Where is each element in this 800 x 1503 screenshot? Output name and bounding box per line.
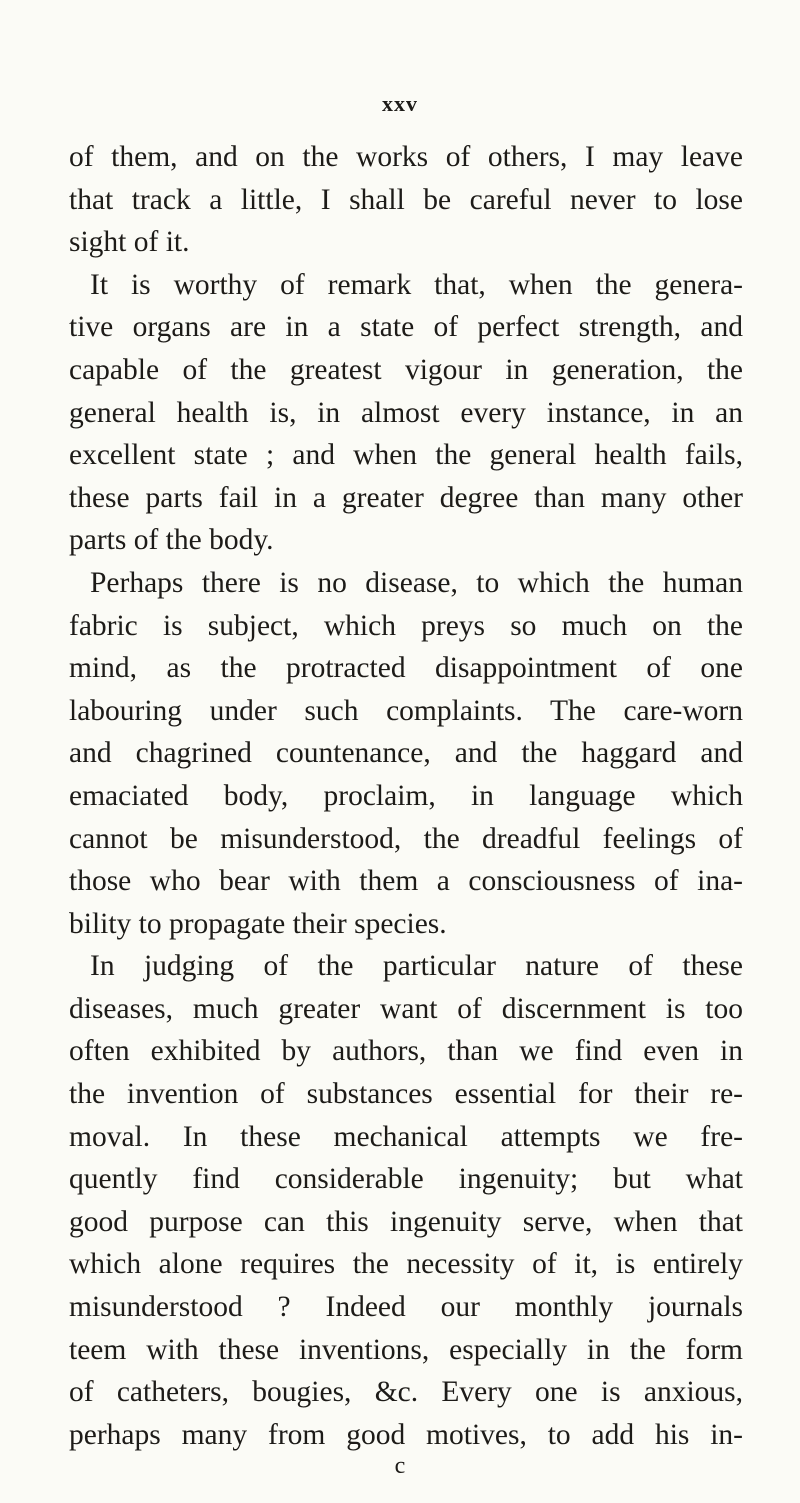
text-line: cannot be misunderstood, the dreadful feelings of <box>69 822 743 855</box>
text-line: these parts fail in a greater degree than many other <box>69 481 743 514</box>
text-line: It is worthy of remark that, when the genera- <box>90 268 743 301</box>
text-line: fabric is subject, which preys so much on the <box>69 609 743 642</box>
text-line: labouring under such complaints. The care-worn <box>69 694 743 727</box>
text-line: In judging of the particular nature of these <box>90 950 743 983</box>
text-line: general health is, in almost every instance, in an <box>69 396 743 429</box>
text-line: excellent state ; and when the general health fails, <box>69 439 743 472</box>
text-line: bility to propagate their species. <box>69 907 447 940</box>
text-line: moval. In these mechanical attempts we fre- <box>69 1120 743 1153</box>
text-line: teem with these inventions, especially in the form <box>69 1333 743 1366</box>
text-line: the invention of substances essential for their re- <box>69 1078 743 1111</box>
text-line: of catheters, bougies, &c. Every one is anxious, <box>69 1376 743 1409</box>
text-line: sight of it. <box>69 226 190 259</box>
text-line: good purpose can this ingenuity serve, when that <box>69 1205 743 1238</box>
text-line: and chagrined countenance, and the haggard and <box>69 737 743 770</box>
text-line: mind, as the protracted disappointment of one <box>69 652 743 685</box>
signature-mark: c <box>394 1453 406 1479</box>
text-line: diseases, much greater want of discernment is too <box>69 992 743 1025</box>
text-line: of them, and on the works of others, I may leave <box>69 141 743 173</box>
text-line: quently find considerable ingenuity; but what <box>69 1163 743 1196</box>
text-line: tive organs are in a state of perfect strength, and <box>69 311 743 344</box>
body-text <box>69 136 743 1456</box>
text-line: Perhaps there is no disease, to which the human <box>90 566 743 599</box>
text-line: often exhibited by authors, than we find even in <box>69 1035 743 1068</box>
text-line: capable of the greatest vigour in generation, the <box>69 353 743 386</box>
text-line: parts of the body. <box>69 524 274 557</box>
text-line: which alone requires the necessity of it, is entirely <box>69 1248 743 1281</box>
text-line: misunderstood ? Indeed our monthly journals <box>69 1291 743 1324</box>
text-line: that track a little, I shall be careful never to lose <box>69 183 743 216</box>
page-number: xxv <box>382 91 418 116</box>
text-line: those who bear with them a consciousness of ina- <box>69 865 743 898</box>
text-line: emaciated body, proclaim, in language which <box>69 779 743 812</box>
text-line: perhaps many from good motives, to add his in- <box>69 1418 743 1451</box>
